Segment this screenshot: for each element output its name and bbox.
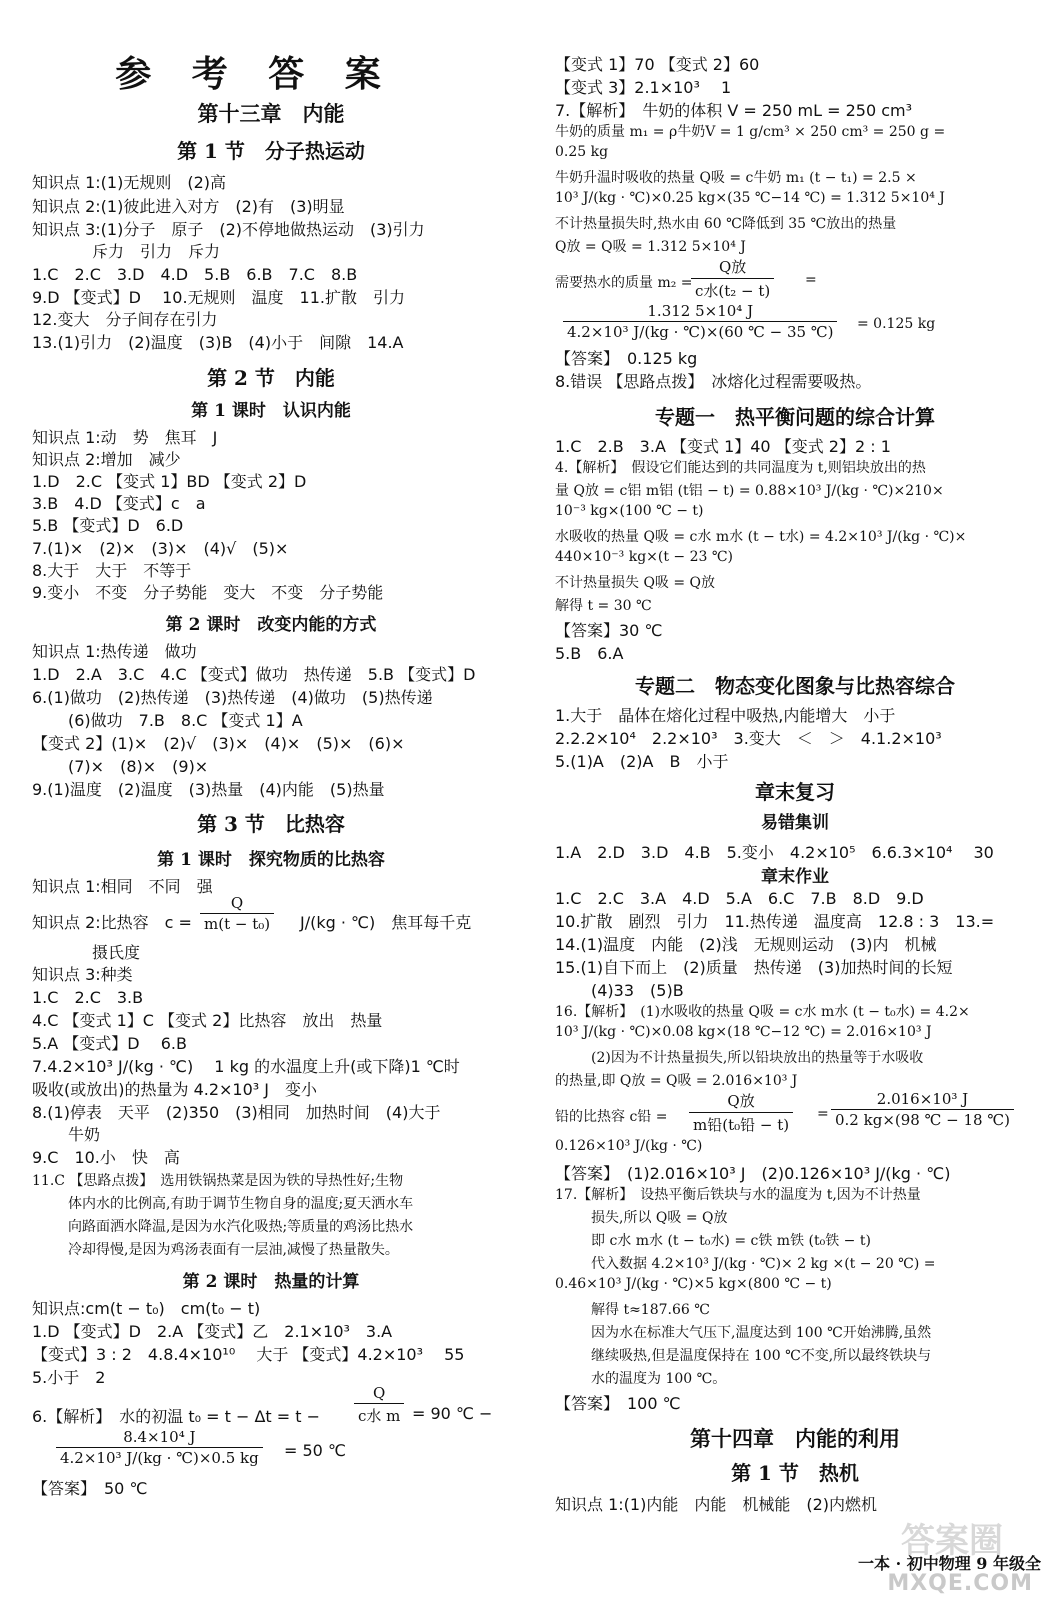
answer-line: 15.(1)自下而上 (2)质量 热传递 (3)加热时间的长短 [555, 958, 953, 977]
page-footer: 一本 · 初中物理 9 年级全 [858, 1554, 1041, 1573]
answer-line: 水的温度为 100 ℃。 [591, 1371, 727, 1387]
answer-line: = [805, 272, 817, 288]
chapter-13-heading: 第十三章 内能 [197, 101, 345, 126]
answer-line: 【答案】 0.125 kg [555, 349, 698, 368]
answer-line: 【变式 2】(1)× (2)√ (3)× (4)× (5)× (6)× [32, 734, 405, 753]
topic-1-heading: 专题一 热平衡问题的综合计算 [655, 405, 935, 429]
answer-line: 0.126×10³ J/(kg · ℃) [555, 1138, 703, 1154]
answer-line: 1.C 2.C 3.A 4.D 5.A 6.C 7.B 8.D 9.D [555, 889, 924, 908]
lesson-heading: 第 2 课时 热量的计算 [182, 1272, 360, 1292]
answer-line: 0.25 kg [555, 144, 609, 160]
hot-water-mass-fraction: Q放 c水(t₂ − t) [691, 256, 774, 301]
answer-line: (7)× (8)× (9)× [68, 757, 209, 776]
answer-line: 量 Q放 = c铝 m铝 (t铝 − t) = 0.88×10³ J/(kg · ℃)×210× [555, 483, 944, 499]
answer-line: 继续吸热,但是温度保持在 100 ℃不变,所以最终铁块与 [591, 1348, 932, 1364]
answer-line: 【答案】 (1)2.016×10³ J (2)0.126×10³ J/(kg · ℃) [555, 1164, 951, 1183]
watermark-logo: 答案圈 [901, 1521, 1003, 1561]
answer-line: 9.D 【变式】D 10.无规则 温度 11.扩散 引力 [32, 288, 405, 307]
answer-line: 5.B 6.A [555, 644, 624, 663]
answer-line: 【变式 3】2.1×10³ 1 [555, 78, 732, 97]
chapter-review-heading: 章末复习 [755, 780, 835, 804]
answer-line: 5.(1)A (2)A B 小于 [555, 752, 729, 771]
answer-line: 【变式】3 : 2 4.8.4×10¹⁰ 大于 【变式】4.2×10³ 55 [32, 1345, 465, 1364]
answer-line: 知识点 1:(1)无规则 (2)高 [32, 173, 226, 192]
temperature-result-fraction: $\frac{\text{8.4×10⁴ J}}{\text{4.2×10³ J/(kg · ℃)×0.5 kg}}$ [56, 1428, 263, 1467]
answer-line: 需要热水的质量 m₂ = [555, 275, 693, 291]
answer-line: 12.变大 分子间存在引力 [32, 310, 218, 329]
answer-line: 1.D 【变式】D 2.A 【变式】乙 2.1×10³ 3.A [32, 1322, 393, 1341]
answer-line: 【答案】 50 ℃ [32, 1479, 148, 1498]
topic-2-heading: 专题二 物态变化图象与比热容综合 [635, 674, 955, 698]
answer-line: 的热量,即 Q放 = Q吸 = 2.016×10³ J [555, 1073, 798, 1089]
watermark-url: MXQE.COM [887, 1571, 1033, 1596]
answer-line: 11.C 【思路点拨】 选用铁锅热菜是因为铁的导热性好;生物 [32, 1173, 404, 1189]
initial-temp-fraction: Q c水 m [354, 1384, 404, 1426]
answer-line: 体内水的比例高,有助于调节生物自身的温度;夏天洒水车 [68, 1196, 414, 1212]
answer-line: 【变式 1】70 【变式 2】60 [555, 55, 760, 74]
answer-line: 14.(1)温度 内能 (2)浅 无规则运动 (3)内 机械 [555, 935, 937, 954]
answer-line: 440×10⁻³ kg×(t − 23 ℃) [555, 549, 734, 565]
answer-line: 知识点 3:种类 [32, 965, 133, 984]
answer-line: 向路面洒水降温,是因为水汽化吸热;等质量的鸡汤比热水 [68, 1219, 414, 1235]
answer-line: 1.D 2.A 3.C 4.C 【变式】做功 热传递 5.B 【变式】D [32, 665, 476, 684]
answer-line: 斥力 引力 斥力 [92, 242, 221, 261]
answer-line: 8.大于 大于 不等于 [32, 561, 192, 580]
answer-line: 水吸收的热量 Q吸 = c水 m水 (t − t水) = 4.2×10³ J/(kg · ℃)× [555, 529, 967, 545]
lesson-heading: 第 1 课时 探究物质的比热容 [157, 850, 385, 870]
answer-line: 1.C 2.C 3.B [32, 988, 144, 1007]
answer-line: 1.A 2.D 3.D 4.B 5.变小 4.2×10⁵ 6.6.3×10⁴ 30 [555, 843, 994, 862]
answer-line: 9.(1)温度 (2)温度 (3)热量 (4)内能 (5)热量 [32, 780, 385, 799]
answer-line: 5.小于 2 [32, 1368, 106, 1387]
answer-line: 7.4.2×10³ J/(kg · ℃) 1 kg 的水温度上升(或下降)1 ℃时 [32, 1057, 460, 1076]
answer-line: 吸收(或放出)的热量为 4.2×10³ J 变小 [32, 1080, 318, 1099]
answer-line: Q放 = Q吸 = 1.312 5×10⁴ J [555, 239, 746, 255]
answer-line: 8.错误 【思路点拨】 冰熔化过程需要吸热。 [555, 372, 872, 391]
lead-specific-heat-value-fraction: $\frac{\text{2.016×10³ J}}{0.2 kg\times(98 ℃ - 18 ℃)}$ [831, 1090, 1014, 1129]
review-subheading: 章末作业 [761, 867, 829, 887]
page-title: 参 考 答 案 [115, 53, 395, 95]
answer-line: 知识点 2:(1)彼此进入对方 (2)有 (3)明显 [32, 197, 345, 216]
answer-line: 代入数据 4.2×10³ J/(kg · ℃)× 2 kg ×(t − 20 ℃) = [591, 1256, 936, 1272]
answer-line: 17.【解析】 设热平衡后铁块与水的温度为 t,因为不计热量 [555, 1187, 921, 1203]
answer-line: = 0.125 kg [857, 316, 936, 332]
answer-line: 2.2.2×10⁴ 2.2×10³ 3.变大 ＜ ＞ 4.1.2×10³ [555, 729, 942, 748]
answer-line: 不计热量损失时,热水由 60 ℃降低到 35 ℃放出的热量 [555, 216, 897, 232]
section-1-heading: 第 1 节 分子热运动 [177, 139, 365, 163]
answer-line: 1.C 2.C 3.D 4.D 5.B 6.B 7.C 8.B [32, 265, 358, 284]
review-subheading: 易错集训 [761, 813, 829, 833]
answer-line: (2)因为不计热量损失,所以铅块放出的热量等于水吸收 [591, 1050, 924, 1066]
answer-line: 牛奶的质量 m₁ = ρ牛奶V = 1 g/cm³ × 250 cm³ = 250 g = [555, 124, 946, 140]
answer-line: = 50 ℃ [284, 1441, 346, 1460]
answer-line: 知识点 2:比热容 c = [32, 913, 192, 932]
answer-line: 5.A 【变式】D 6.B [32, 1034, 187, 1053]
answer-line: 4.【解析】 假设它们能达到的共同温度为 t,则铝块放出的热 [555, 460, 926, 476]
answer-line: 1.C 2.B 3.A 【变式 1】40 【变式 2】2 : 1 [555, 437, 891, 456]
answer-line: 4.C 【变式 1】C 【变式 2】比热容 放出 热量 [32, 1011, 383, 1030]
answer-line: (6)做功 7.B 8.C 【变式 1】A [68, 711, 303, 730]
answer-line: 铅的比热容 c铅 = [555, 1109, 668, 1125]
answer-line: 解得 t = 30 ℃ [555, 598, 652, 614]
answer-line: J/(kg · ℃) 焦耳每千克 [300, 913, 472, 932]
answer-line: 10⁻³ kg×(100 ℃ − t) [555, 503, 704, 519]
chapter-14-section-1-heading: 第 1 节 热机 [731, 1461, 859, 1485]
chapter-14-heading: 第十四章 内能的利用 [690, 1426, 900, 1451]
answer-line: 不计热量损失 Q吸 = Q放 [555, 575, 716, 591]
answer-line: = 90 ℃ − [412, 1404, 493, 1423]
lesson-heading: 第 2 课时 改变内能的方式 [165, 615, 377, 635]
answer-line: 牛奶升温时吸收的热量 Q吸 = c牛奶 m₁ (t − t₁) = 2.5 × [555, 170, 917, 186]
specific-heat-fraction: $\frac{Q}{\text{m(t − t₀)}}$ [200, 894, 274, 933]
answer-line: 0.46×10³ J/(kg · ℃)×5 kg×(800 ℃ − t) [555, 1276, 832, 1292]
answer-line: 损失,所以 Q吸 = Q放 [591, 1210, 728, 1226]
answer-line: 解得 t≈187.66 ℃ [591, 1302, 710, 1318]
answer-line: 知识点 1:热传递 做功 [32, 642, 197, 661]
answer-line: 6.【解析】 水的初温 t₀ = t − Δt = t − [32, 1407, 321, 1426]
answer-line: 【答案】30 ℃ [555, 621, 663, 640]
answer-line: 7.【解析】 牛奶的体积 V = 250 mL = 250 cm³ [555, 101, 913, 120]
answer-line: 9.变小 不变 分子势能 变大 不变 分子势能 [32, 583, 384, 602]
answer-line: = [817, 1106, 829, 1122]
lesson-heading: 第 1 课时 认识内能 [191, 401, 351, 421]
answer-line: 知识点 1:(1)内能 内能 机械能 (2)内燃机 [555, 1495, 877, 1514]
answer-line: 【答案】 100 ℃ [555, 1394, 681, 1413]
answer-line: 牛奶 [68, 1125, 101, 1144]
answer-line: 8.(1)停表 天平 (2)350 (3)相同 加热时间 (4)大于 [32, 1103, 441, 1122]
answer-line: 知识点 2:增加 减少 [32, 450, 181, 469]
answer-line: 冷却得慢,是因为鸡汤表面有一层油,减慢了热量散失。 [68, 1242, 399, 1258]
answer-line: 16.【解析】 (1)水吸收的热量 Q吸 = c水 m水 (t − t₀水) = 4.2× [555, 1004, 970, 1020]
hot-water-mass-value-fraction: $\frac{\text{1.312 5×10⁴ J}}{\text{4.2×10³ J/(kg · ℃)×(60 ℃ − 35 ℃)}}$ [563, 302, 837, 341]
answer-line: 10.扩散 剧烈 引力 11.热传递 温度高 12.8 : 3 13.= [555, 912, 995, 931]
answer-line: 9.C 10.小 快 高 [32, 1148, 180, 1167]
answer-line: 知识点 1:相同 不同 强 [32, 877, 213, 896]
answer-line: 13.(1)引力 (2)温度 (3)B (4)小于 间隙 14.A [32, 333, 404, 352]
answer-line: 知识点 3:(1)分子 原子 (2)不停地做热运动 (3)引力 [32, 220, 425, 239]
lead-specific-heat-fraction: Q放 m铅(t₀铅 − t) [689, 1090, 793, 1135]
section-3-heading: 第 3 节 比热容 [197, 812, 345, 836]
answer-line: 1.大于 晶体在熔化过程中吸热,内能增大 小于 [555, 706, 896, 725]
answer-line: 5.B 【变式】D 6.D [32, 516, 184, 535]
answer-line: 1.D 2.C 【变式 1】BD 【变式 2】D [32, 472, 307, 491]
answer-line: 3.B 4.D 【变式】c a [32, 494, 206, 513]
answer-line: 摄氏度 [92, 943, 141, 962]
answer-line: 因为水在标准大气压下,温度达到 100 ℃开始沸腾,虽然 [591, 1325, 932, 1341]
answer-line: 即 c水 m水 (t − t₀水) = c铁 m铁 (t₀铁 − t) [591, 1233, 871, 1249]
answer-line: 10³ J/(kg · ℃)×0.08 kg×(18 ℃−12 ℃) = 2.016×10³ J [555, 1024, 932, 1040]
section-2-heading: 第 2 节 内能 [207, 366, 335, 390]
answer-line: (4)33 (5)B [591, 981, 684, 1000]
answer-line: 知识点:cm(t − t₀) cm(t₀ − t) [32, 1299, 261, 1318]
answer-line: 6.(1)做功 (2)热传递 (3)热传递 (4)做功 (5)热传递 [32, 688, 433, 707]
answer-line: 知识点 1:动 势 焦耳 J [32, 428, 218, 447]
answer-line: 7.(1)× (2)× (3)× (4)√ (5)× [32, 539, 289, 558]
answer-line: 10³ J/(kg · ℃)×0.25 kg×(35 ℃−14 ℃) = 1.312 5×10⁴ J [555, 190, 945, 206]
